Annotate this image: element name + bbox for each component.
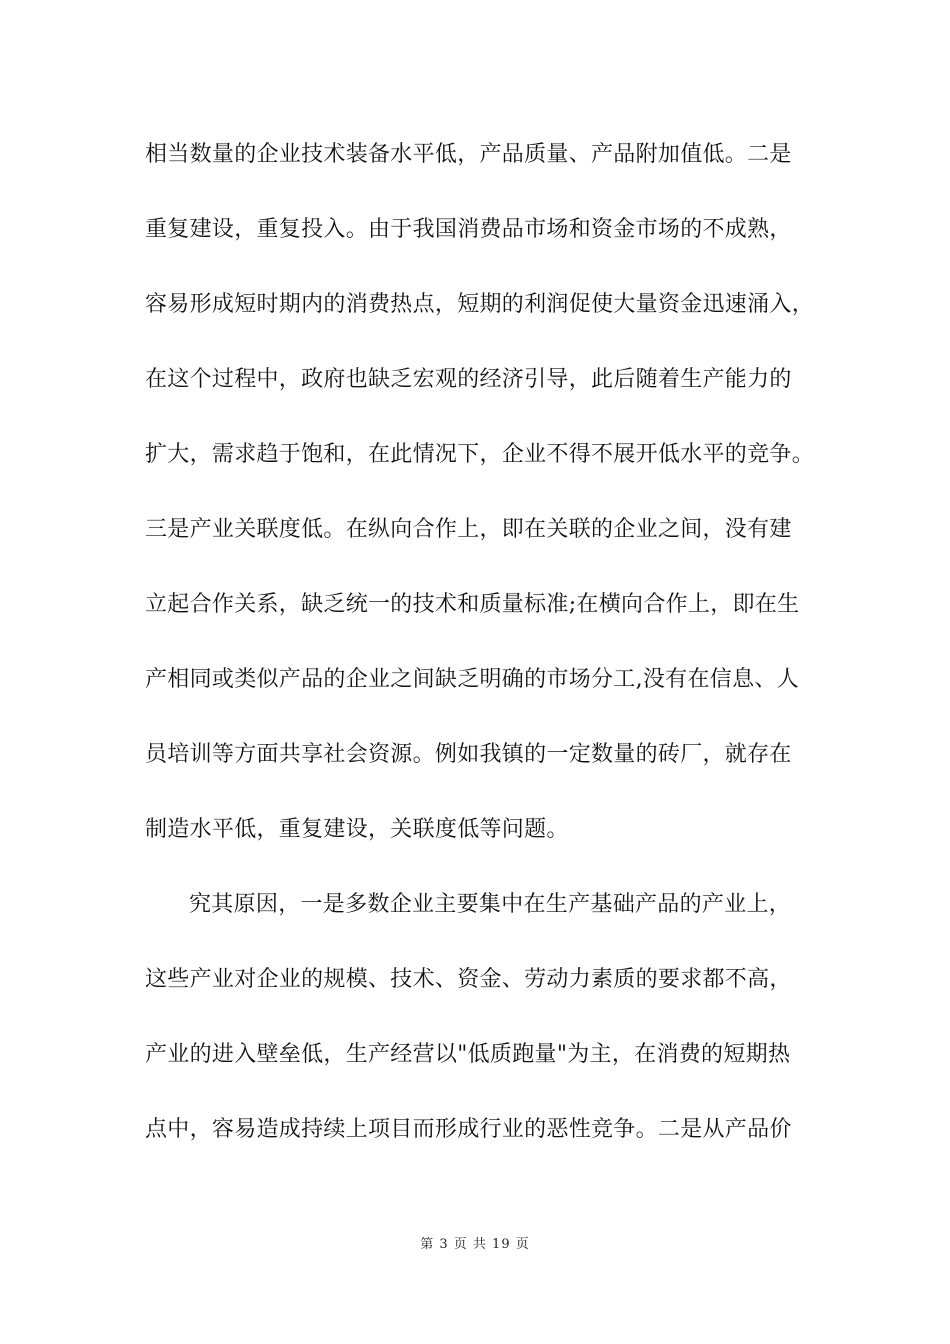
paragraph-line-3: 容易形成短时期内的消费热点，短期的利润促使大量资金迅速涌入， xyxy=(145,292,815,317)
paragraph-line-1: 相当数量的企业技术装备水平低，产品质量、产品附加值低。二是 xyxy=(145,142,792,167)
paragraph-line-12: 这些产业对企业的规模、技术、资金、劳动力素质的要求都不高， xyxy=(145,967,792,992)
paragraph-line-13: 产业的进入壁垒低，生产经营以"低质跑量"为主，在消费的短期热 xyxy=(145,1042,791,1067)
paragraph-line-10: 制造水平低，重复建设，关联度低等问题。 xyxy=(145,817,569,842)
paragraph-line-7: 立起合作关系，缺乏统一的技术和质量标准;在横向合作上，即在生 xyxy=(145,592,800,617)
paragraph-line-9: 员培训等方面共享社会资源。例如我镇的一定数量的砖厂，就存在 xyxy=(145,742,792,767)
paragraph-line-2: 重复建设，重复投入。由于我国消费品市场和资金市场的不成熟， xyxy=(145,217,792,242)
paragraph-line-14: 点中，容易造成持续上项目而形成行业的恶性竞争。二是从产品价 xyxy=(145,1117,792,1142)
paragraph-line-6: 三是产业关联度低。在纵向合作上，即在关联的企业之间，没有建 xyxy=(145,517,792,542)
paragraph-line-5: 扩大，需求趋于饱和，在此情况下，企业不得不展开低水平的竞争。 xyxy=(145,442,815,467)
paragraph-line-11: 究其原因，一是多数企业主要集中在生产基础产品的产业上， xyxy=(189,892,792,917)
page-number-footer: 第 3 页 共 19 页 xyxy=(420,1237,530,1252)
paragraph-line-4: 在这个过程中，政府也缺乏宏观的经济引导，此后随着生产能力的 xyxy=(145,367,792,392)
paragraph-line-8: 产相同或类似产品的企业之间缺乏明确的市场分工,没有在信息、人 xyxy=(145,667,799,692)
